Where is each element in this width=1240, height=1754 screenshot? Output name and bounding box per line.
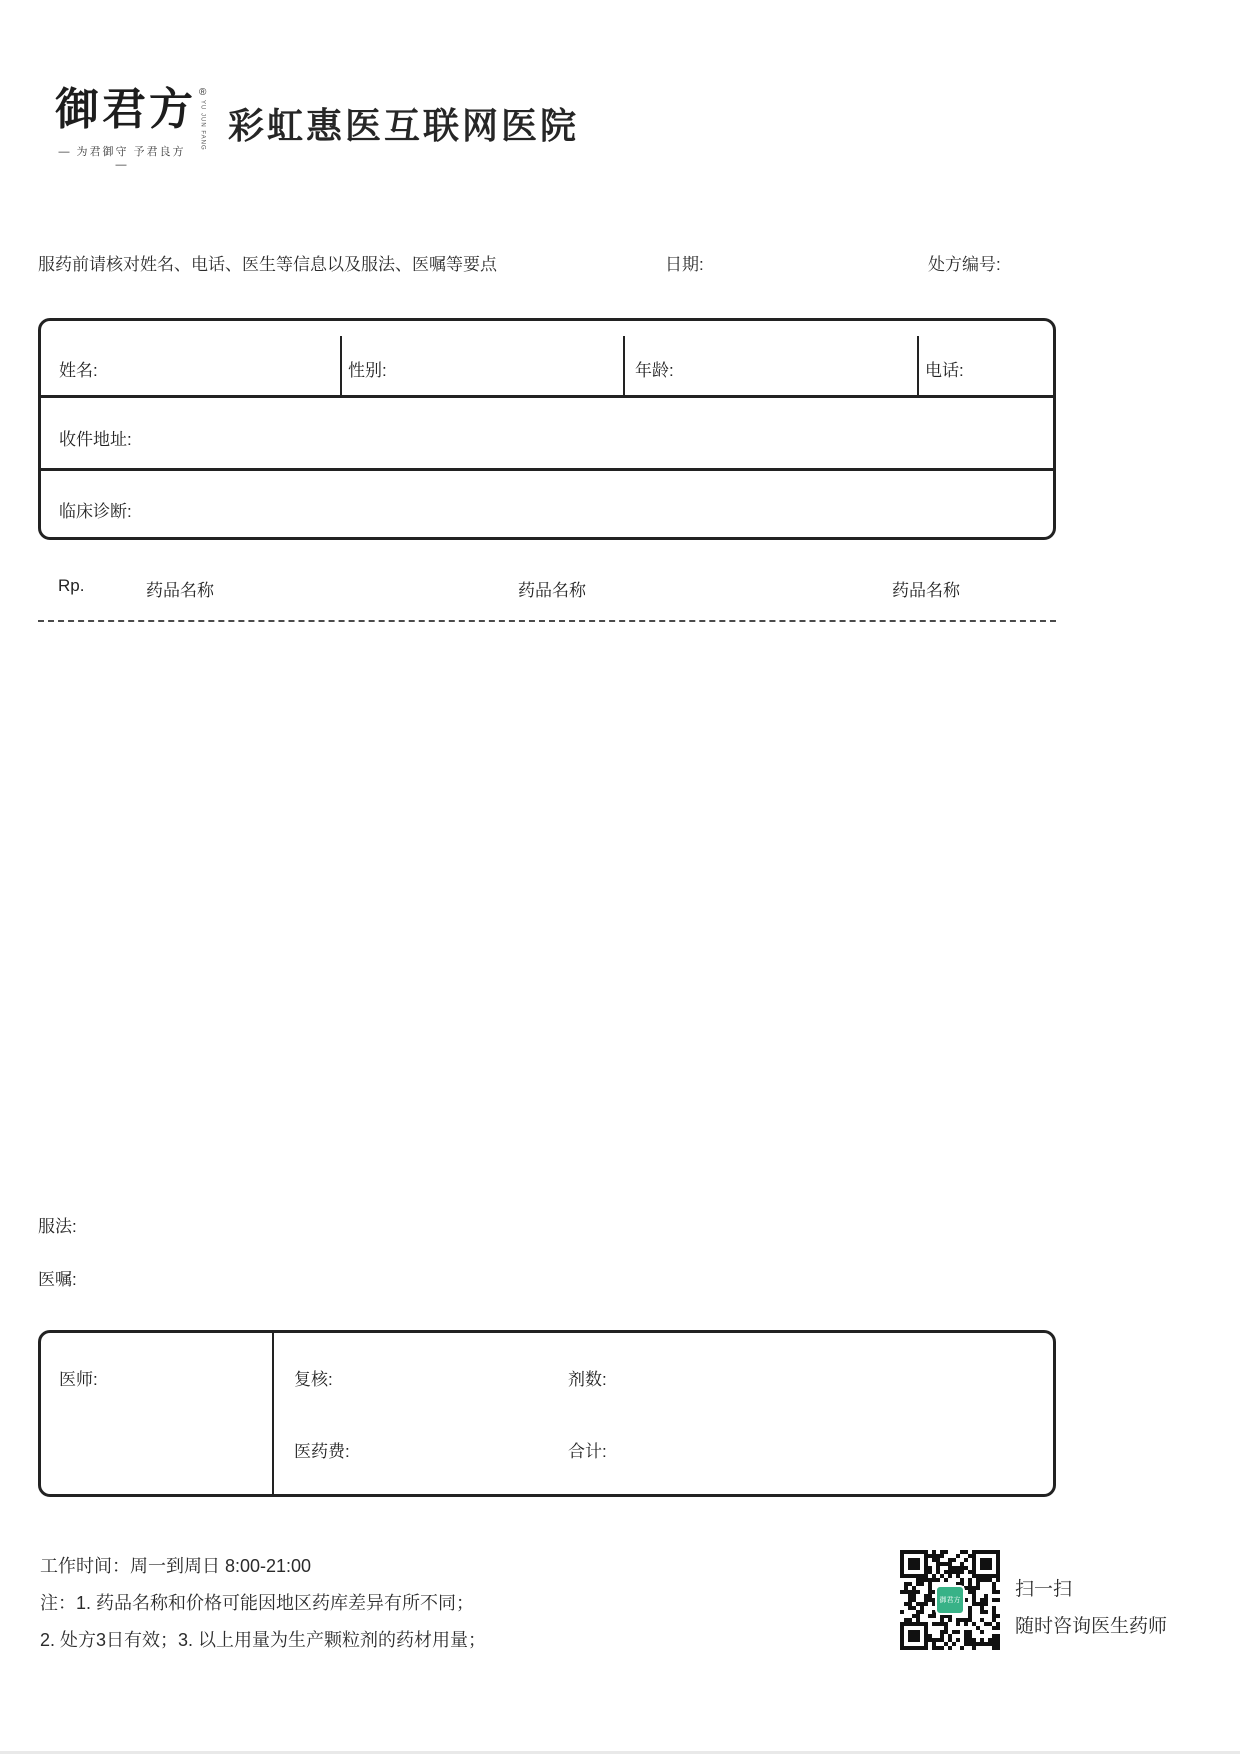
patient-age-label: 年龄: [635,361,674,380]
brand-logo-text: 御君方 [55,84,196,135]
qr-code [900,1550,1000,1650]
patient-name-label: 姓名: [59,361,98,380]
patient-col-divider-3 [917,336,919,395]
clinical-diagnosis-label: 临床诊断: [59,502,132,521]
date-label: 日期: [665,255,704,274]
brand-logo-marks [199,88,206,151]
doctor-advice-label: 医嘱: [38,1270,77,1289]
usage-method-label: 服法: [38,1217,77,1236]
prescription-separator-dashed-line [38,620,1056,622]
reviewer-label: 复核: [294,1370,333,1389]
drug-name-header-1: 药品名称 [146,581,214,600]
patient-phone-label: 电话: [925,361,964,380]
patient-col-divider-1 [340,336,342,395]
drug-name-header-3: 药品名称 [892,581,960,600]
patient-info-box [38,318,1056,540]
qr-caption-consult: 随时咨询医生药师 [1015,1616,1168,1637]
brand-logo-vertical-text: YU JUN FANG [199,100,206,151]
brand-tagline: — 为君御守 予君良方 — [58,146,186,171]
qr-caption-scan: 扫一扫 [1015,1579,1073,1600]
signature-fee-box [38,1330,1056,1497]
registered-trademark-icon: ® [199,87,207,98]
patient-box-divider-1 [41,395,1053,398]
drug-name-header-2: 药品名称 [518,581,586,600]
qr-center-logo: 御君方 [935,1585,965,1615]
patient-gender-label: 性别: [348,361,387,380]
total-label: 合计: [568,1442,607,1461]
hospital-name-title: 彩虹惠医互联网医院 [228,105,580,146]
rx-number-label: 处方编号: [928,255,1001,274]
patient-box-divider-2 [41,468,1053,471]
dose-count-label: 剂数: [568,1370,607,1389]
note-line-2: 2. 处方3日有效；3. 以上用量为生产颗粒剂的药材用量； [40,1630,487,1650]
shipping-address-label: 收件地址: [59,430,132,449]
working-hours-text: 工作时间：周一到周日 8:00-21:00 [40,1556,312,1576]
signature-box-divider [272,1333,274,1494]
note-line-1: 注：1. 药品名称和价格可能因地区药库差异有所不同； [40,1593,475,1613]
doctor-label: 医师: [59,1370,98,1389]
patient-col-divider-2 [623,336,625,395]
medicine-fee-label: 医药费: [294,1442,350,1461]
verification-notice: 服药前请核对姓名、电话、医生等信息以及服法、医嘱等要点 [38,255,497,274]
brand-logo [55,84,207,151]
rp-label: Rp. [58,576,85,595]
